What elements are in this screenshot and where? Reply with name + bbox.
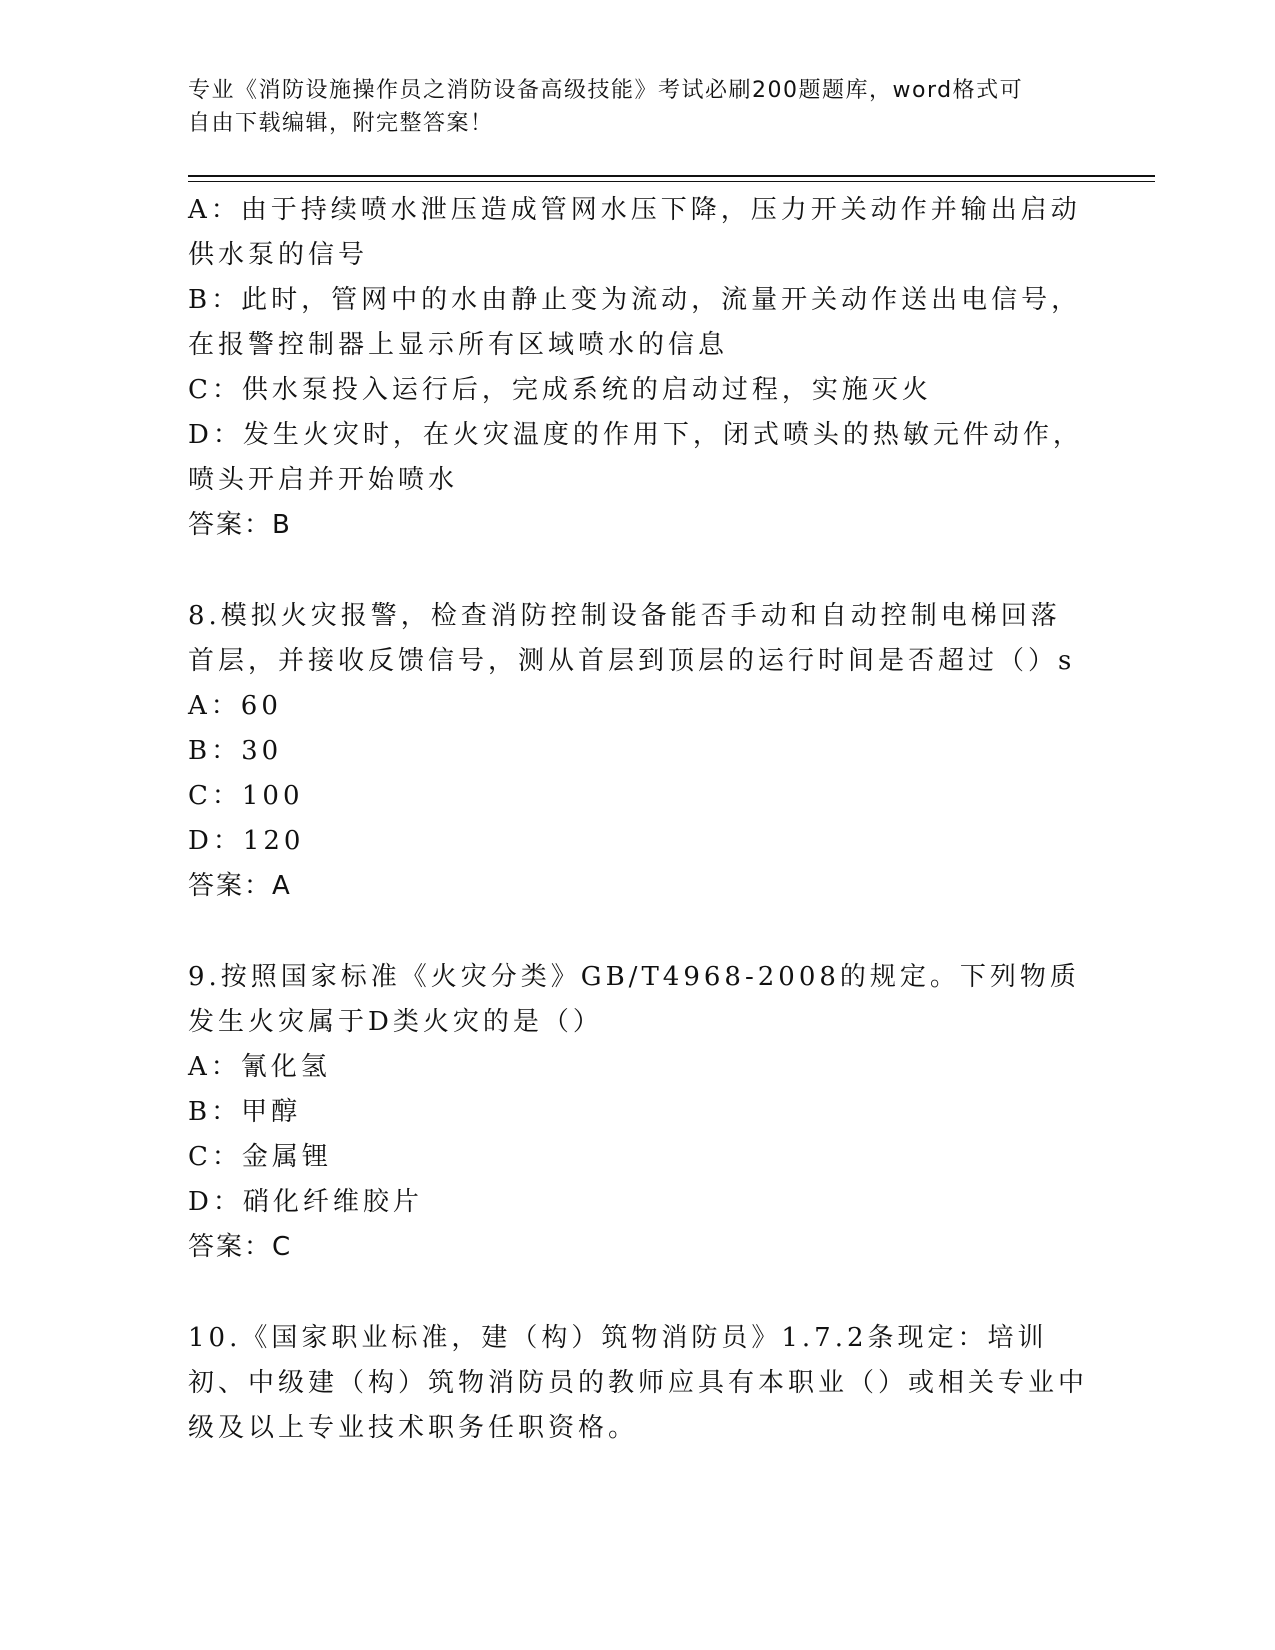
option-d: D：发生火灾时，在火灾温度的作用下，闭式喷头的热敏元件动作，喷头开启并开始喷水 [188,420,1083,495]
header-line-2: 自由下载编辑，附完整答案！ [188,111,494,136]
option-b: B：30 [188,736,283,766]
spacer [188,909,1088,955]
page-header [188,74,1068,140]
option-d: D：硝化纤维胶片 [188,1187,423,1217]
answer-line: 答案：B [188,510,292,540]
option-b: B：甲醇 [188,1097,302,1127]
option-c: C：金属锂 [188,1142,332,1172]
question-10 [188,1316,1088,1451]
question-8 [188,594,1088,909]
header-divider-thin [188,181,1155,182]
question-stem: 8.模拟火灾报警，检查消防控制设备能否手动和自动控制电梯回落首层，并接收反馈信号，测从首层到顶层的运行时间是否超过（）s [188,601,1076,676]
option-b: B：此时，管网中的水由静止变为流动，流量开关动作送出电信号，在报警控制器上显示所有区域喷水的信息 [188,285,1082,360]
option-c: C：100 [188,781,304,811]
option-c: C：供水泵投入运行后，完成系统的启动过程，实施灭火 [188,375,932,405]
spacer [188,1270,1088,1316]
spacer [188,548,1088,594]
question-stem: 10.《国家职业标准，建（构）筑物消防员》1.7.2条现定：培训初、中级建（构）筑物消防员的教师应具有本职业（）或相关专业中级及以上专业技术职务任职资格。 [188,1323,1089,1443]
option-a: A：氰化氢 [188,1052,331,1082]
question-list [188,188,1088,1451]
header-divider-thick [188,175,1155,177]
question-7-continuation [188,188,1088,548]
answer-line: 答案：A [188,871,292,901]
question-9 [188,955,1088,1270]
option-d: D：120 [188,826,305,856]
option-a: A：由于持续喷水泄压造成管网水压下降，压力开关动作并输出启动供水泵的信号 [188,195,1081,270]
header-line-1: 专业《消防设施操作员之消防设备高级技能》考试必刷200题题库，word格式可 [188,78,1024,103]
question-stem: 9.按照国家标准《火灾分类》GB/T4968-2008的规定。下列物质发生火灾属于D类火灾的是（） [188,962,1080,1037]
answer-line: 答案：C [188,1232,293,1262]
option-a: A：60 [188,691,282,721]
